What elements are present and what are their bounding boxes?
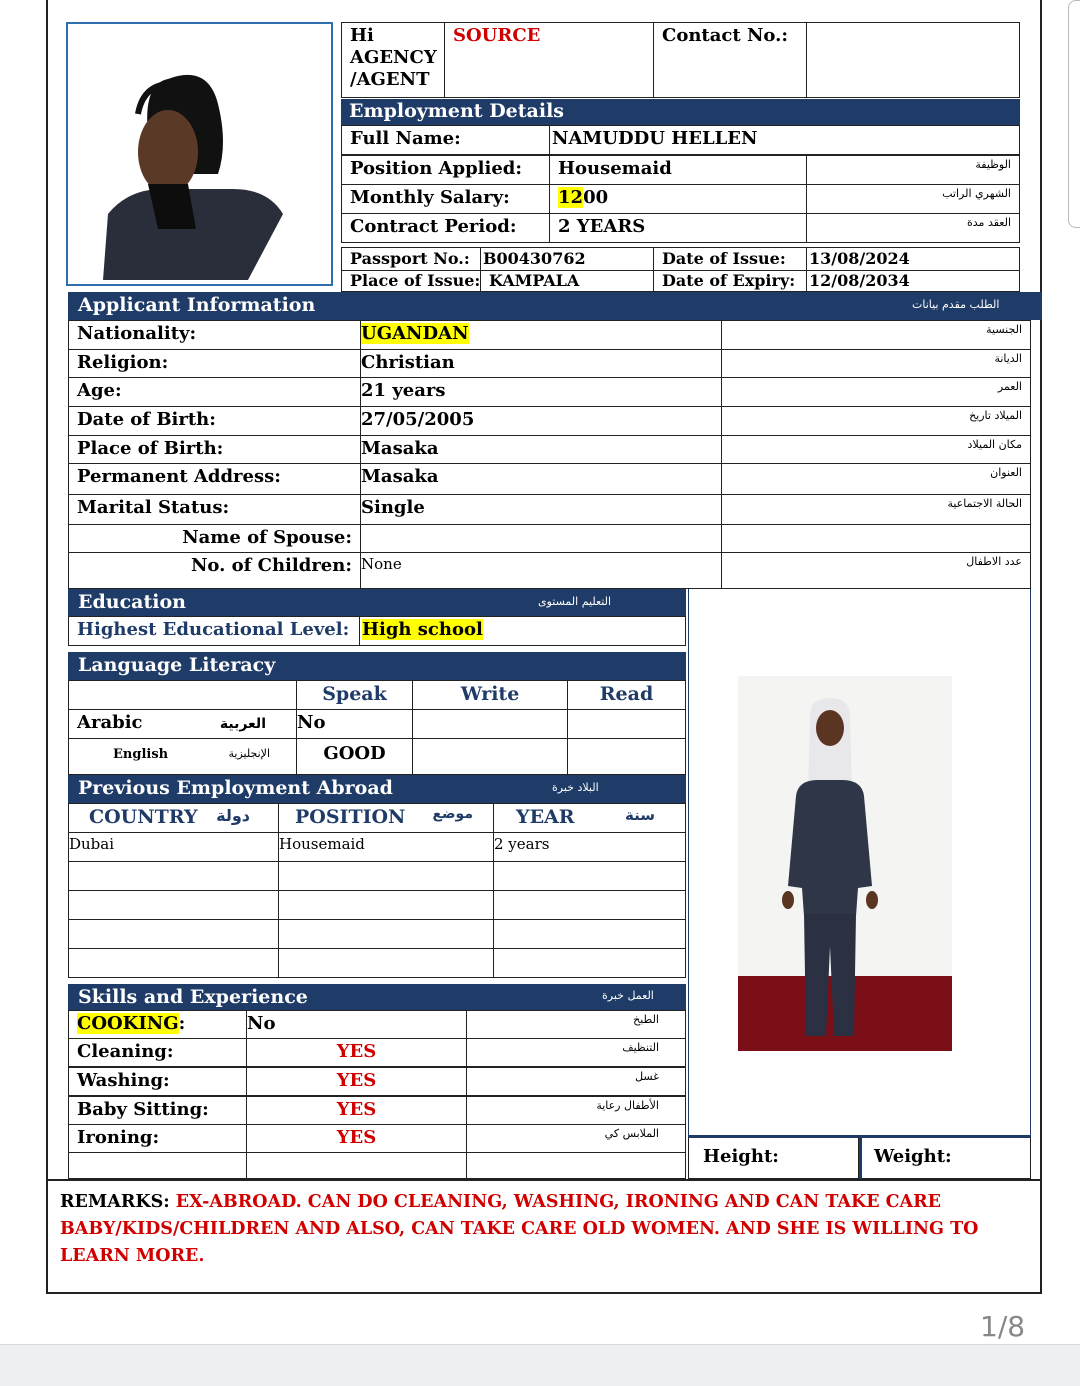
country-header — [68, 803, 279, 833]
height-label: Height: — [688, 1136, 859, 1179]
salary-value — [549, 184, 807, 214]
applicant-value-text: UGANDAN — [361, 323, 469, 344]
applicant-value-text: Christian — [361, 352, 455, 373]
applicant-value-text: Masaka — [361, 466, 439, 487]
applicant-arabic — [721, 524, 1031, 553]
skill-label-text: Ironing: — [77, 1127, 160, 1148]
salary-rest: 00 — [583, 187, 609, 208]
applicant-value-text: Masaka — [361, 438, 439, 459]
prev-empty-cell — [68, 890, 279, 920]
position-arabic: الوظيفة — [806, 155, 1020, 185]
position-label: Position Applied: — [341, 155, 550, 185]
applicant-value — [360, 463, 722, 495]
applicant-value-text: Single — [361, 497, 425, 518]
language-blank-head — [68, 680, 297, 710]
skill-label — [68, 1038, 247, 1067]
speak-header: Speak — [296, 680, 413, 710]
prev-empty-cell — [493, 948, 686, 978]
employment-details-header: Employment Details — [341, 99, 1020, 125]
prev-empty-cell — [493, 861, 686, 891]
salary-label: Monthly Salary: — [341, 184, 550, 214]
passport-no-label: Passport No.: — [341, 247, 481, 271]
previous-employment-title: Previous Employment Abroad — [78, 777, 393, 799]
skill-value: YES — [246, 1067, 467, 1096]
skills-header — [68, 984, 686, 1011]
portrait-photo — [66, 22, 333, 286]
remarks-box — [46, 1179, 1042, 1294]
skill-label-text: Washing: — [77, 1070, 170, 1091]
applicant-label: Date of Birth: — [68, 406, 361, 436]
weight-label: Weight: — [859, 1136, 1031, 1179]
prev-empty-cell — [278, 948, 494, 978]
skill-arabic: غسل — [466, 1067, 686, 1096]
applicant-label: Nationality: — [68, 320, 361, 350]
education-header — [68, 589, 686, 617]
arabic-speak-value: No — [296, 709, 413, 739]
colon: : — [178, 1013, 186, 1034]
prev-empty-cell — [68, 919, 279, 949]
full-body-photo — [738, 676, 952, 1051]
expiry-value: 12/08/2034 — [806, 270, 1020, 292]
issue-date-value: 13/08/2024 — [806, 247, 1020, 271]
applicant-value — [360, 524, 722, 553]
skill-value: YES — [246, 1124, 467, 1153]
page-indicator: 1/8 — [980, 1310, 1026, 1343]
issue-place-value: KAMPALA — [480, 270, 654, 292]
arabic-write-value — [412, 709, 568, 739]
skills-arabic: العمل خبرة — [602, 989, 654, 1002]
issue-place-label: Place of Issue: — [341, 270, 481, 292]
skill-arabic: الملابس كي — [466, 1124, 686, 1153]
applicant-label: Name of Spouse: — [68, 524, 361, 553]
full-name-label: Full Name: — [341, 125, 550, 155]
contract-arabic: العقد مدة — [806, 213, 1020, 243]
english-language-label — [68, 738, 297, 775]
applicant-info-arabic: الطلب مقدم بيانات — [912, 298, 1000, 311]
applicant-label: Marital Status: — [68, 494, 361, 525]
prev-empty-cell — [278, 890, 494, 920]
skill-label-text: Cleaning: — [77, 1041, 174, 1062]
prev-country-1: Dubai — [68, 832, 279, 862]
prev-empty-cell — [493, 890, 686, 920]
education-level-value — [359, 616, 686, 646]
applicant-arabic: الحالة الاجتماعية — [721, 494, 1031, 525]
issue-date-label: Date of Issue: — [653, 247, 807, 271]
skill-label-text: COOKING — [77, 1013, 179, 1034]
applicant-value — [360, 552, 722, 589]
applicant-label: Permanent Address: — [68, 463, 361, 495]
english-speak-value: GOOD — [296, 738, 413, 775]
prev-empty-cell — [278, 861, 494, 891]
skill-value: YES — [246, 1096, 467, 1125]
country-header-text: COUNTRY — [89, 806, 198, 828]
education-title: Education — [78, 591, 186, 613]
contact-label: Contact No.: — [653, 22, 807, 98]
previous-employment-arabic: البلاد خبرة — [552, 781, 599, 794]
country-header-ar: دولة — [216, 806, 250, 825]
applicant-value — [360, 406, 722, 436]
applicant-arabic: الميلاد تاريخ — [721, 406, 1031, 436]
skill-label — [68, 1096, 247, 1125]
arabic-read-value — [567, 709, 686, 739]
read-header: Read — [567, 680, 686, 710]
skill-arabic: الأطفال رعاية — [466, 1096, 686, 1125]
position-header — [278, 803, 494, 833]
applicant-info-title: Applicant Information — [78, 294, 316, 316]
education-level-label: Highest Educational Level: — [68, 616, 360, 646]
previous-employment-header — [68, 775, 686, 804]
scroll-handle[interactable] — [1068, 0, 1080, 228]
english-write-value — [412, 738, 568, 775]
position-header-text: POSITION — [295, 806, 406, 828]
skills-blank-3 — [466, 1152, 686, 1179]
skill-label-text: Baby Sitting: — [77, 1099, 209, 1120]
prev-empty-cell — [68, 948, 279, 978]
applicant-arabic: مكان الميلاد — [721, 435, 1031, 464]
applicant-label: Religion: — [68, 349, 361, 378]
applicant-arabic: الجنسية — [721, 320, 1031, 350]
skills-title: Skills and Experience — [78, 986, 308, 1008]
skill-arabic: التنظيف — [466, 1038, 686, 1067]
prev-empty-cell — [278, 919, 494, 949]
prev-position-1: Housemaid — [278, 832, 494, 862]
english-label: English — [113, 747, 169, 762]
applicant-value-text: 27/05/2005 — [361, 409, 475, 430]
applicant-value — [360, 349, 722, 378]
year-header-text: YEAR — [516, 806, 575, 828]
bottom-bar — [0, 1344, 1080, 1386]
contract-value: 2 YEARS — [549, 213, 807, 243]
prev-empty-cell — [68, 861, 279, 891]
applicant-value-text: None — [361, 555, 402, 573]
language-header: Language Literacy — [68, 652, 686, 681]
expiry-label: Date of Expiry: — [653, 270, 807, 292]
salary-arabic: الشهري الراتب — [806, 184, 1020, 214]
year-header-ar: سنة — [625, 806, 655, 824]
passport-no-value: B00430762 — [480, 247, 654, 271]
applicant-arabic: الديانة — [721, 349, 1031, 378]
applicant-label: Place of Birth: — [68, 435, 361, 464]
applicant-label: No. of Children: — [68, 552, 361, 589]
education-arabic: التعليم المستوى — [538, 595, 612, 608]
prev-year-1: 2 years — [493, 832, 686, 862]
applicant-value — [360, 377, 722, 407]
applicant-info-header — [68, 292, 1042, 320]
source-label: SOURCE — [444, 22, 654, 98]
applicant-arabic: العمر — [721, 377, 1031, 407]
contract-label: Contract Period: — [341, 213, 550, 243]
applicant-value — [360, 435, 722, 464]
education-level-text: High school — [362, 619, 483, 640]
arabic-label-ar: العربية — [219, 716, 266, 732]
skills-blank-1 — [68, 1152, 247, 1179]
arabic-label: Arabic — [77, 712, 143, 733]
applicant-label: Age: — [68, 377, 361, 407]
english-read-value — [567, 738, 686, 775]
position-header-ar: موضع — [432, 806, 473, 822]
applicant-arabic: العنوان — [721, 463, 1031, 495]
english-label-ar: الإنجليزية — [228, 747, 270, 760]
applicant-value — [360, 320, 722, 350]
prev-empty-cell — [493, 919, 686, 949]
skill-label — [68, 1010, 247, 1039]
remarks-text: EX-ABROAD. CAN DO CLEANING, WASHING, IRONING AND CAN TAKE CARE BABY/KIDS/CHILDREN AND ALSO, CAN TAKE CARE OLD WOMEN. AND SHE IS WILLING TO LEARN MORE. — [60, 1192, 979, 1266]
skill-value: YES — [246, 1038, 467, 1067]
skill-arabic: الطبخ — [466, 1010, 686, 1039]
position-value: Housemaid — [549, 155, 807, 185]
salary-highlight: 12 — [558, 187, 584, 208]
year-header — [493, 803, 686, 833]
applicant-value — [360, 494, 722, 525]
skill-label — [68, 1124, 247, 1153]
full-name-value: NAMUDDU HELLEN — [549, 125, 1020, 155]
applicant-arabic: عدد الاطفال — [721, 552, 1031, 589]
write-header: Write — [412, 680, 568, 710]
arabic-language-label — [68, 709, 297, 739]
applicant-value-text: 21 years — [361, 380, 446, 401]
remarks-label: REMARKS: — [60, 1192, 170, 1212]
skill-label — [68, 1067, 247, 1096]
skill-value: No — [246, 1010, 467, 1039]
skills-blank-2 — [246, 1152, 467, 1179]
contact-value — [806, 22, 1020, 98]
agency-label: Hi AGENCY /AGENT — [341, 22, 445, 98]
